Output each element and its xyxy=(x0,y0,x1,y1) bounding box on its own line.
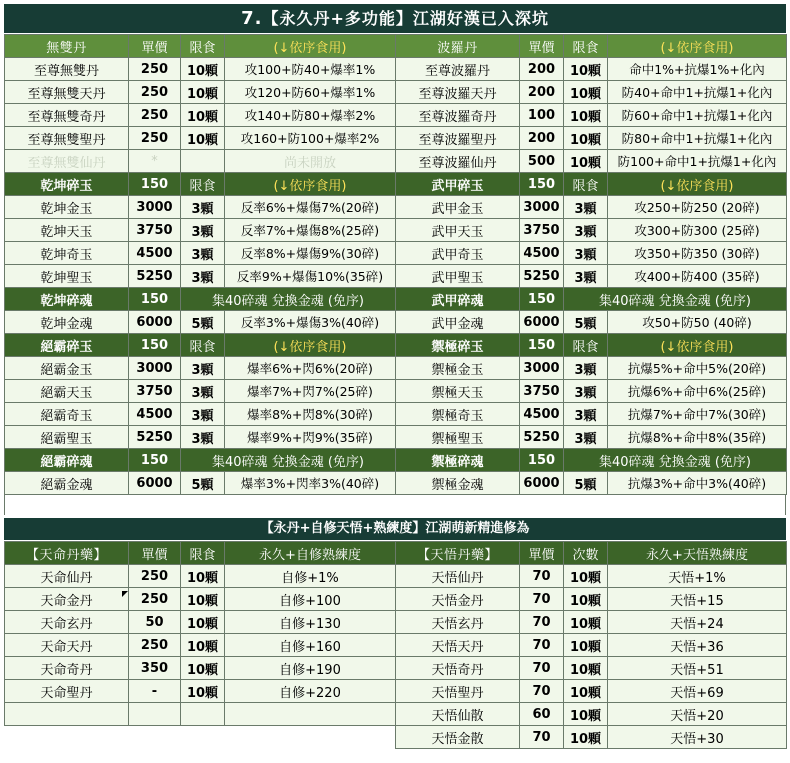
item-name-cell[interactable]: 禦極奇玉 xyxy=(396,403,520,426)
item-price-cell[interactable]: 250 xyxy=(129,634,181,657)
item-price-cell[interactable]: 200 xyxy=(520,58,564,81)
table-row xyxy=(396,104,787,127)
header-price-cell[interactable]: 單價 xyxy=(520,542,564,565)
item-effect-cell[interactable]: 爆率7%+閃7%(25碎) xyxy=(225,380,396,403)
item-limit-cell[interactable]: 10顆 xyxy=(181,657,225,680)
item-limit-cell[interactable]: 3顆 xyxy=(181,196,225,219)
item-name-cell[interactable]: 至尊波羅仙丹 xyxy=(396,150,520,173)
item-limit-cell[interactable]: 3顆 xyxy=(181,426,225,449)
item-name-cell[interactable]: 乾坤天玉 xyxy=(5,219,129,242)
group-limit-cell[interactable]: 限食 xyxy=(564,173,608,196)
item-effect-cell[interactable]: 天悟+15 xyxy=(608,588,787,611)
item-limit-cell[interactable]: 10顆 xyxy=(181,81,225,104)
item-effect-cell[interactable]: 自修+100 xyxy=(225,588,396,611)
table-row xyxy=(5,311,396,334)
item-price-cell[interactable]: 3750 xyxy=(129,219,181,242)
item-name-cell[interactable]: 絕霸聖玉 xyxy=(5,426,129,449)
item-limit-cell[interactable]: 10顆 xyxy=(181,588,225,611)
item-effect-cell[interactable]: 抗爆3%+命中3%(40碎) xyxy=(608,472,787,495)
item-name-cell[interactable]: 禦極聖玉 xyxy=(396,426,520,449)
table-row xyxy=(5,357,396,380)
table-row xyxy=(5,104,396,127)
group-note-cell[interactable]: 集40碎魂 兌換金魂 (免序) xyxy=(181,449,396,472)
item-price-cell[interactable]: 4500 xyxy=(129,403,181,426)
table-row xyxy=(396,265,787,288)
group-limit-cell[interactable]: 限食 xyxy=(564,334,608,357)
item-limit-cell[interactable]: 3顆 xyxy=(564,196,608,219)
item-limit-cell[interactable]: 3顆 xyxy=(564,357,608,380)
section-gap xyxy=(4,495,786,515)
item-limit-cell[interactable]: 10顆 xyxy=(181,680,225,703)
header-price-cell[interactable]: 單價 xyxy=(129,35,181,58)
table-row xyxy=(396,703,787,726)
item-name-cell[interactable]: 至尊無雙天丹 xyxy=(5,81,129,104)
item-effect-cell[interactable]: 天悟+36 xyxy=(608,634,787,657)
item-effect-cell[interactable]: 攻160+防100+爆率2% xyxy=(225,127,396,150)
table-row xyxy=(396,565,787,588)
item-price-cell[interactable]: 70 xyxy=(520,657,564,680)
item-effect-cell[interactable]: 自修+130 xyxy=(225,611,396,634)
section-title: 【永丹+自修天悟+熟練度】江湖萌新精進修為 xyxy=(4,518,786,540)
item-limit-cell[interactable]: 3顆 xyxy=(564,380,608,403)
item-limit-cell[interactable]: 10顆 xyxy=(564,150,608,173)
group-limit-cell[interactable]: 限食 xyxy=(181,173,225,196)
item-effect-cell[interactable]: 天悟+24 xyxy=(608,611,787,634)
group-note-cell[interactable]: 集40碎魂 兌換金魂 (免序) xyxy=(564,449,787,472)
comment-marker xyxy=(122,591,128,597)
item-effect-cell[interactable]: 天悟+1% xyxy=(608,565,787,588)
item-effect-cell[interactable]: 防40+命中1+抗爆1+化內 xyxy=(608,81,787,104)
item-name-cell[interactable]: 至尊波羅丹 xyxy=(396,58,520,81)
item-limit-cell[interactable]: 10顆 xyxy=(564,726,608,749)
table-row xyxy=(5,426,396,449)
table-row xyxy=(5,265,396,288)
item-price-cell[interactable]: 70 xyxy=(520,611,564,634)
item-effect-cell[interactable]: 攻300+防300 (25碎) xyxy=(608,219,787,242)
item-price-cell[interactable]: 70 xyxy=(520,726,564,749)
item-price-cell[interactable]: 3000 xyxy=(520,357,564,380)
table-row xyxy=(396,242,787,265)
table-row xyxy=(396,219,787,242)
item-effect-cell[interactable]: 自修+160 xyxy=(225,634,396,657)
empty-cell[interactable] xyxy=(5,703,129,726)
item-limit-cell[interactable]: 3顆 xyxy=(181,265,225,288)
group-price-cell[interactable]: 150 xyxy=(129,288,181,311)
table-row xyxy=(5,380,396,403)
group-price-cell[interactable]: 150 xyxy=(520,173,564,196)
header-price-cell[interactable]: 單價 xyxy=(129,542,181,565)
item-price-cell[interactable]: 350 xyxy=(129,657,181,680)
table-row xyxy=(5,58,396,81)
group-note-cell[interactable]: (↓依序食用) xyxy=(608,334,787,357)
table-row xyxy=(396,380,787,403)
item-name-cell[interactable]: 絕霸金魂 xyxy=(5,472,129,495)
table-header xyxy=(396,542,787,565)
item-name-cell[interactable]: 武甲天玉 xyxy=(396,219,520,242)
item-price-cell[interactable]: 3000 xyxy=(129,357,181,380)
item-name-cell[interactable]: 乾坤金魂 xyxy=(5,311,129,334)
header-price-cell[interactable]: 單價 xyxy=(520,35,564,58)
table-row xyxy=(396,680,787,703)
item-name-cell[interactable]: 至尊無雙奇丹 xyxy=(5,104,129,127)
tianming-table xyxy=(4,541,396,726)
group-note-cell[interactable]: (↓依序食用) xyxy=(608,173,787,196)
item-effect-cell[interactable]: 天悟+20 xyxy=(608,703,787,726)
empty-cell[interactable] xyxy=(181,703,225,726)
item-name-cell[interactable]: 絕霸天玉 xyxy=(5,380,129,403)
group-name-cell[interactable]: 武甲碎魂 xyxy=(396,288,520,311)
item-limit-cell[interactable]: 10顆 xyxy=(181,104,225,127)
table-row xyxy=(396,58,787,81)
table-row xyxy=(5,634,396,657)
item-limit-cell[interactable]: 3顆 xyxy=(181,380,225,403)
item-name-cell[interactable]: 天悟金散 xyxy=(396,726,520,749)
header-limit-cell[interactable]: 次數 xyxy=(564,542,608,565)
table-row xyxy=(5,196,396,219)
item-price-cell[interactable]: 6000 xyxy=(520,311,564,334)
header-note-cell[interactable]: 永久+自修熟練度 xyxy=(225,542,396,565)
table-row xyxy=(396,150,787,173)
item-effect-cell[interactable]: 爆率8%+閃8%(30碎) xyxy=(225,403,396,426)
table-row xyxy=(396,196,787,219)
item-effect-cell[interactable]: 天悟+51 xyxy=(608,657,787,680)
item-price-cell[interactable]: 50 xyxy=(129,611,181,634)
item-effect-cell[interactable]: 抗爆5%+命中5%(20碎) xyxy=(608,357,787,380)
item-limit-cell[interactable]: 10顆 xyxy=(564,565,608,588)
item-price-cell[interactable]: 5250 xyxy=(520,265,564,288)
group-note-cell[interactable]: 集40碎魂 兌換金魂 (免序) xyxy=(564,288,787,311)
item-price-cell[interactable]: 250 xyxy=(129,565,181,588)
group-header xyxy=(5,449,396,472)
item-price-cell[interactable]: 5250 xyxy=(520,426,564,449)
table-row xyxy=(396,634,787,657)
item-name-cell[interactable]: 至尊波羅聖丹 xyxy=(396,127,520,150)
item-name-cell[interactable]: 天悟玄丹 xyxy=(396,611,520,634)
group-header xyxy=(5,334,396,357)
table-row xyxy=(5,565,396,588)
item-limit-cell[interactable] xyxy=(181,150,225,173)
header-name-cell[interactable]: 【天命丹藥】 xyxy=(5,542,129,565)
item-limit-cell[interactable]: 3顆 xyxy=(181,403,225,426)
group-header xyxy=(396,334,787,357)
item-price-cell[interactable]: 6000 xyxy=(129,311,181,334)
item-name-cell[interactable]: 武甲聖玉 xyxy=(396,265,520,288)
table-row xyxy=(396,611,787,634)
item-price-cell[interactable]: 250 xyxy=(129,127,181,150)
item-name-cell[interactable]: 禦極金魂 xyxy=(396,472,520,495)
item-effect-cell[interactable]: 防60+命中1+抗爆1+化內 xyxy=(608,104,787,127)
item-effect-cell[interactable]: 爆率3%+閃率3%(40碎) xyxy=(225,472,396,495)
item-name-cell[interactable]: 絕霸金玉 xyxy=(5,357,129,380)
group-name-cell[interactable]: 絕霸碎玉 xyxy=(5,334,129,357)
item-name-cell[interactable]: 天悟天丹 xyxy=(396,634,520,657)
item-price-cell[interactable]: 200 xyxy=(520,81,564,104)
table-row xyxy=(5,150,396,173)
item-effect-cell[interactable]: 自修+190 xyxy=(225,657,396,680)
item-name-cell[interactable]: 天悟奇丹 xyxy=(396,657,520,680)
item-limit-cell[interactable]: 10顆 xyxy=(564,611,608,634)
item-name-cell[interactable]: 天命聖丹 xyxy=(5,680,129,703)
table-row xyxy=(396,403,787,426)
item-limit-cell[interactable]: 10顆 xyxy=(181,127,225,150)
header-limit-cell[interactable]: 限食 xyxy=(564,35,608,58)
item-price-cell[interactable]: - xyxy=(129,680,181,703)
item-limit-cell[interactable]: 10顆 xyxy=(181,611,225,634)
group-header xyxy=(5,288,396,311)
group-header xyxy=(5,173,396,196)
table-header xyxy=(396,35,787,58)
item-effect-cell[interactable]: 反率6%+爆傷7%(20碎) xyxy=(225,196,396,219)
item-name-cell[interactable]: 乾坤聖玉 xyxy=(5,265,129,288)
item-effect-cell[interactable]: 天悟+30 xyxy=(608,726,787,749)
item-limit-cell[interactable]: 3顆 xyxy=(564,242,608,265)
item-name-cell[interactable]: 天命玄丹 xyxy=(5,611,129,634)
item-effect-cell[interactable]: 抗爆6%+命中6%(25碎) xyxy=(608,380,787,403)
item-price-cell[interactable]: 6000 xyxy=(129,472,181,495)
header-name-cell[interactable]: 波羅丹 xyxy=(396,35,520,58)
table-row xyxy=(5,219,396,242)
item-limit-cell[interactable]: 10顆 xyxy=(564,703,608,726)
item-effect-cell[interactable]: 攻50+防50 (40碎) xyxy=(608,311,787,334)
table-row xyxy=(396,472,787,495)
left-table xyxy=(4,34,396,495)
group-header xyxy=(396,449,787,472)
item-price-cell[interactable]: 3000 xyxy=(129,196,181,219)
item-price-cell[interactable]: 250 xyxy=(129,81,181,104)
item-name-cell[interactable]: 天悟仙散 xyxy=(396,703,520,726)
item-limit-cell[interactable]: 10顆 xyxy=(564,127,608,150)
table-row xyxy=(5,680,396,703)
item-name-cell[interactable]: 絕霸奇玉 xyxy=(5,403,129,426)
header-name-cell[interactable]: 無雙丹 xyxy=(5,35,129,58)
empty-row xyxy=(5,703,396,726)
item-effect-cell[interactable]: 攻140+防80+爆率2% xyxy=(225,104,396,127)
item-limit-cell[interactable]: 5顆 xyxy=(564,311,608,334)
table-row xyxy=(5,611,396,634)
item-limit-cell[interactable]: 5顆 xyxy=(564,472,608,495)
item-limit-cell[interactable]: 3顆 xyxy=(181,219,225,242)
item-name-cell[interactable]: 天命仙丹 xyxy=(5,565,129,588)
item-name-cell[interactable]: 至尊波羅奇丹 xyxy=(396,104,520,127)
item-price-cell[interactable]: 500 xyxy=(520,150,564,173)
group-price-cell[interactable]: 150 xyxy=(129,173,181,196)
empty-cell[interactable] xyxy=(129,703,181,726)
tianwu-table xyxy=(395,541,787,749)
item-name-cell[interactable]: 至尊波羅天丹 xyxy=(396,81,520,104)
item-name-cell[interactable]: 天命金丹 xyxy=(5,588,129,611)
item-price-cell[interactable]: 3000 xyxy=(520,196,564,219)
item-price-cell[interactable]: 200 xyxy=(520,127,564,150)
item-limit-cell[interactable]: 10顆 xyxy=(564,680,608,703)
item-limit-cell[interactable]: 10顆 xyxy=(564,81,608,104)
header-note-cell[interactable]: 永久+天悟熟練度 xyxy=(608,542,787,565)
right-table xyxy=(395,34,787,495)
group-price-cell[interactable]: 150 xyxy=(129,334,181,357)
title-number: 7. xyxy=(241,8,263,29)
item-effect-cell[interactable]: 天悟+69 xyxy=(608,680,787,703)
item-price-cell[interactable]: 4500 xyxy=(129,242,181,265)
item-effect-cell[interactable]: 攻120+防60+爆率1% xyxy=(225,81,396,104)
item-limit-cell[interactable]: 10顆 xyxy=(564,657,608,680)
header-limit-cell[interactable]: 限食 xyxy=(181,35,225,58)
item-price-cell[interactable]: * xyxy=(129,150,181,173)
table-row xyxy=(396,357,787,380)
table-row xyxy=(5,403,396,426)
item-limit-cell[interactable]: 3顆 xyxy=(181,357,225,380)
item-limit-cell[interactable]: 10顆 xyxy=(564,588,608,611)
table-row xyxy=(396,81,787,104)
item-effect-cell[interactable]: 反率7%+爆傷8%(25碎) xyxy=(225,219,396,242)
title-text: 【永久丹+多功能】江湖好漢已入深坑 xyxy=(262,9,549,28)
item-limit-cell[interactable]: 5顆 xyxy=(181,311,225,334)
table-row xyxy=(5,242,396,265)
item-price-cell[interactable]: 3750 xyxy=(520,380,564,403)
group-name-cell[interactable]: 禦極碎魂 xyxy=(396,449,520,472)
item-price-cell[interactable]: 70 xyxy=(520,565,564,588)
table-row xyxy=(5,472,396,495)
item-effect-cell[interactable]: 反率8%+爆傷9%(30碎) xyxy=(225,242,396,265)
item-name-cell[interactable]: 至尊無雙丹 xyxy=(5,58,129,81)
table-row xyxy=(5,127,396,150)
item-price-cell[interactable]: 3750 xyxy=(129,380,181,403)
item-limit-cell[interactable]: 3顆 xyxy=(564,219,608,242)
table-row xyxy=(396,726,787,749)
item-name-cell[interactable]: 至尊無雙仙丹 xyxy=(5,150,129,173)
item-price-cell[interactable]: 4500 xyxy=(520,403,564,426)
item-name-cell[interactable]: 天悟金丹 xyxy=(396,588,520,611)
table-row xyxy=(5,657,396,680)
item-name-cell[interactable]: 至尊無雙聖丹 xyxy=(5,127,129,150)
item-effect-cell[interactable]: 攻100+防40+爆率1% xyxy=(225,58,396,81)
group-note-cell[interactable]: (↓依序食用) xyxy=(225,173,396,196)
group-price-cell[interactable]: 150 xyxy=(520,334,564,357)
table-row xyxy=(396,588,787,611)
item-name-cell[interactable]: 武甲奇玉 xyxy=(396,242,520,265)
header-note-cell[interactable]: (↓依序食用) xyxy=(225,35,396,58)
group-name-cell[interactable]: 乾坤碎玉 xyxy=(5,173,129,196)
item-limit-cell[interactable]: 10顆 xyxy=(564,634,608,657)
item-price-cell[interactable]: 250 xyxy=(129,588,181,611)
table-row xyxy=(396,657,787,680)
table-row xyxy=(396,426,787,449)
group-name-cell[interactable]: 禦極碎玉 xyxy=(396,334,520,357)
item-price-cell[interactable]: 3750 xyxy=(520,219,564,242)
group-price-cell[interactable]: 150 xyxy=(520,288,564,311)
header-name-cell[interactable]: 【天悟丹藥】 xyxy=(396,542,520,565)
item-name-cell[interactable]: 天悟聖丹 xyxy=(396,680,520,703)
group-price-cell[interactable]: 150 xyxy=(520,449,564,472)
item-name-cell[interactable]: 武甲金魂 xyxy=(396,311,520,334)
item-limit-cell[interactable]: 10顆 xyxy=(181,58,225,81)
item-name-cell[interactable]: 武甲金玉 xyxy=(396,196,520,219)
item-effect-cell[interactable]: 反率3%+爆傷3%(40碎) xyxy=(225,311,396,334)
item-name-cell[interactable]: 乾坤奇玉 xyxy=(5,242,129,265)
item-effect-cell[interactable]: 尚未開放 xyxy=(225,150,396,173)
item-price-cell[interactable]: 70 xyxy=(520,588,564,611)
item-price-cell[interactable]: 100 xyxy=(520,104,564,127)
group-header xyxy=(396,288,787,311)
group-name-cell[interactable]: 絕霸碎魂 xyxy=(5,449,129,472)
item-limit-cell[interactable]: 10顆 xyxy=(564,104,608,127)
item-name-cell[interactable]: 乾坤金玉 xyxy=(5,196,129,219)
item-effect-cell[interactable]: 防100+命中1+抗爆1+化內 xyxy=(608,150,787,173)
item-price-cell[interactable]: 6000 xyxy=(520,472,564,495)
item-price-cell[interactable]: 5250 xyxy=(129,265,181,288)
group-note-cell[interactable]: (↓依序食用) xyxy=(225,334,396,357)
item-name-cell[interactable]: 禦極天玉 xyxy=(396,380,520,403)
item-price-cell[interactable]: 70 xyxy=(520,680,564,703)
item-price-cell[interactable]: 70 xyxy=(520,634,564,657)
header-limit-cell[interactable]: 限食 xyxy=(181,542,225,565)
table-row xyxy=(5,81,396,104)
item-name-cell[interactable]: 禦極金玉 xyxy=(396,357,520,380)
item-price-cell[interactable]: 60 xyxy=(520,703,564,726)
item-effect-cell[interactable]: 自修+220 xyxy=(225,680,396,703)
item-limit-cell[interactable]: 3顆 xyxy=(564,426,608,449)
item-limit-cell[interactable]: 5顆 xyxy=(181,472,225,495)
item-effect-cell[interactable]: 攻350+防350 (30碎) xyxy=(608,242,787,265)
table-header xyxy=(5,35,396,58)
group-header xyxy=(396,173,787,196)
item-name-cell[interactable]: 天命奇丹 xyxy=(5,657,129,680)
item-effect-cell[interactable]: 自修+1% xyxy=(225,565,396,588)
empty-cell[interactable] xyxy=(225,703,396,726)
group-note-cell[interactable]: 集40碎魂 兌換金魂 (免序) xyxy=(181,288,396,311)
item-price-cell[interactable]: 4500 xyxy=(520,242,564,265)
table-row xyxy=(396,311,787,334)
item-price-cell[interactable]: 5250 xyxy=(129,426,181,449)
item-effect-cell[interactable]: 反率9%+爆傷10%(35碎) xyxy=(225,265,396,288)
item-name-cell[interactable]: 天命天丹 xyxy=(5,634,129,657)
item-effect-cell[interactable]: 抗爆7%+命中7%(30碎) xyxy=(608,403,787,426)
item-price-cell[interactable]: 250 xyxy=(129,104,181,127)
item-limit-cell[interactable]: 3顆 xyxy=(564,403,608,426)
table-row xyxy=(5,588,396,611)
item-effect-cell[interactable]: 爆率9%+閃9%(35碎) xyxy=(225,426,396,449)
item-effect-cell[interactable]: 爆率6%+閃6%(20碎) xyxy=(225,357,396,380)
item-effect-cell[interactable]: 命中1%+抗爆1%+化內 xyxy=(608,58,787,81)
item-limit-cell[interactable]: 10顆 xyxy=(564,58,608,81)
item-effect-cell[interactable]: 攻250+防250 (20碎) xyxy=(608,196,787,219)
item-effect-cell[interactable]: 攻400+防400 (35碎) xyxy=(608,265,787,288)
item-price-cell[interactable]: 250 xyxy=(129,58,181,81)
group-price-cell[interactable]: 150 xyxy=(129,449,181,472)
item-limit-cell[interactable]: 3顆 xyxy=(181,242,225,265)
page-title xyxy=(4,4,786,33)
item-limit-cell[interactable]: 10顆 xyxy=(181,565,225,588)
table-header xyxy=(5,542,396,565)
item-effect-cell[interactable]: 抗爆8%+命中8%(35碎) xyxy=(608,426,787,449)
item-name-cell[interactable]: 天悟仙丹 xyxy=(396,565,520,588)
group-name-cell[interactable]: 乾坤碎魂 xyxy=(5,288,129,311)
item-limit-cell[interactable]: 3顆 xyxy=(564,265,608,288)
item-limit-cell[interactable]: 10顆 xyxy=(181,634,225,657)
item-effect-cell[interactable]: 防80+命中1+抗爆1+化內 xyxy=(608,127,787,150)
group-name-cell[interactable]: 武甲碎玉 xyxy=(396,173,520,196)
group-limit-cell[interactable]: 限食 xyxy=(181,334,225,357)
header-note-cell[interactable]: (↓依序食用) xyxy=(608,35,787,58)
table-row xyxy=(396,127,787,150)
